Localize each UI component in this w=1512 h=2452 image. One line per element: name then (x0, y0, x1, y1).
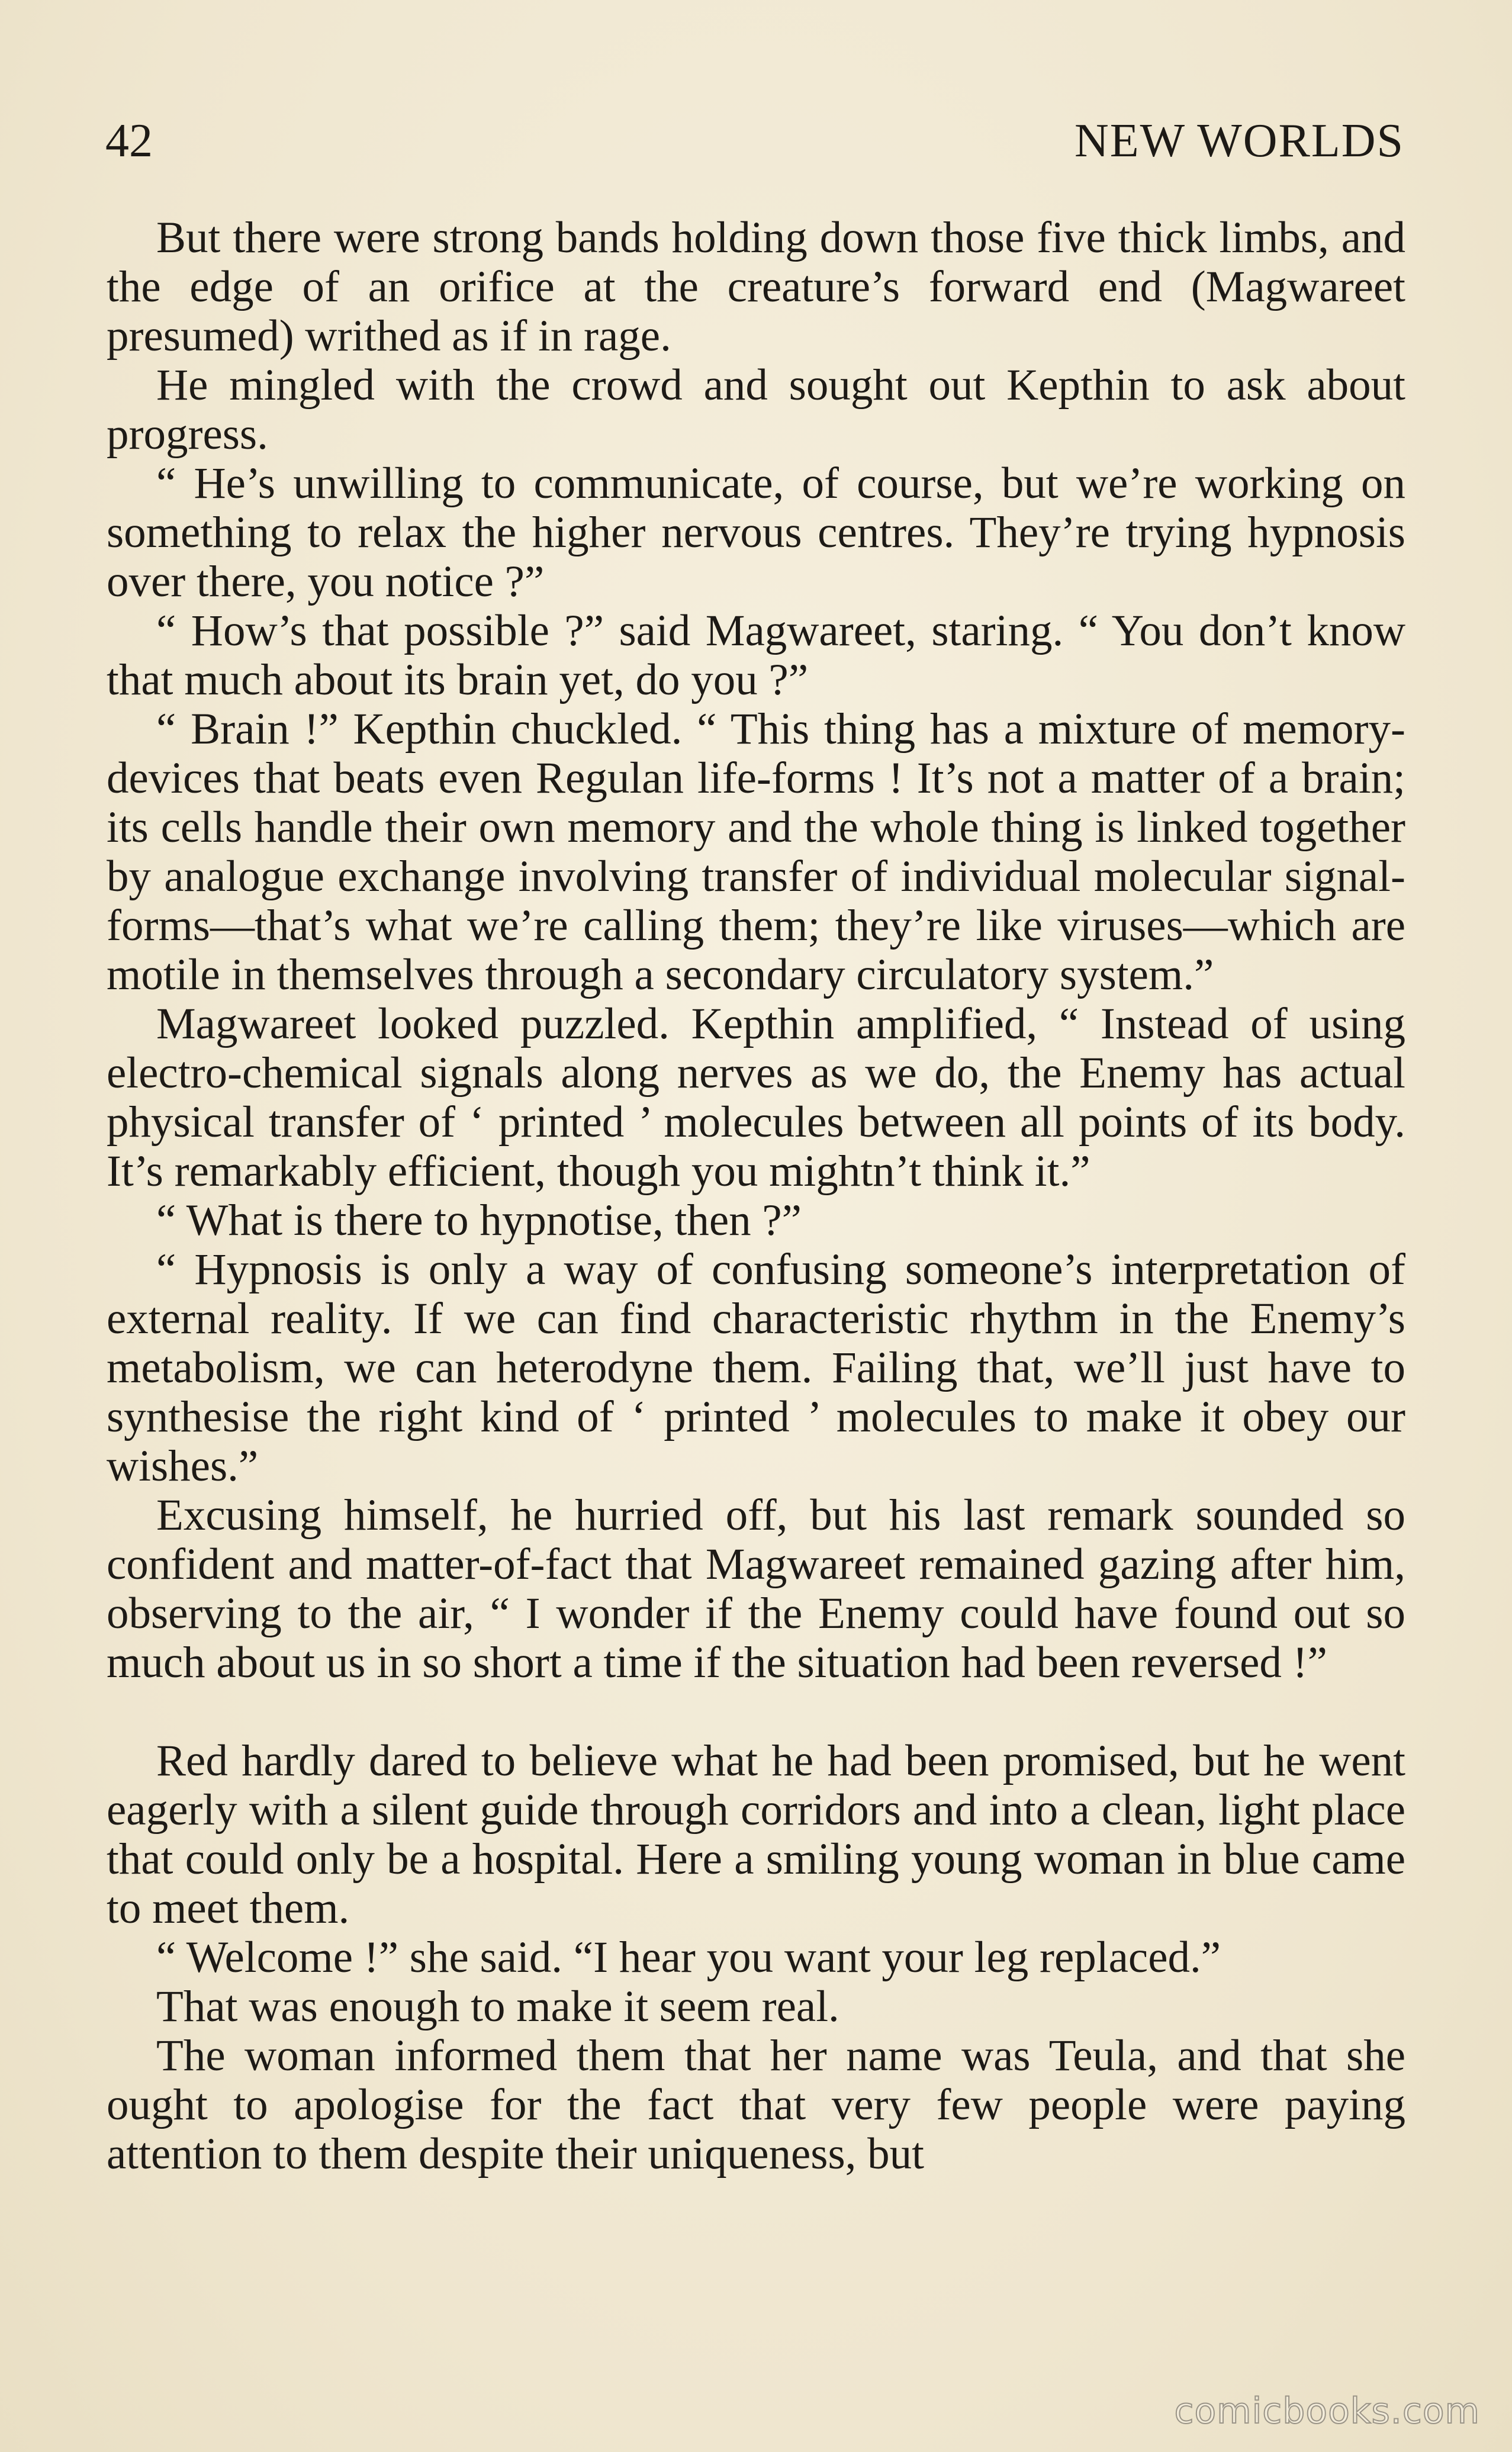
paragraph: “ He’s unwilling to communicate, of course, but we’re working on something to relax the higher nervous centres. They’re trying hypnosis over there, you notice ?” (107, 459, 1405, 606)
page-number: 42 (105, 115, 153, 167)
paragraph: “ What is there to hypnotise, then ?” (156, 1196, 802, 1245)
paragraph: But there were strong bands holding down those five thick limbs, and the edge of an orifice at the creature’s forward end (Magwareet presumed) writhed as if in rage. (107, 213, 1405, 361)
paragraph: “ Brain !” Kepthin chuckled. “ This thing has a mixture of memory-devices that beats even Regulan life-forms ! It’s not a matter of a brain; its cells handle their own memory and the whole thing is linked together by analogue exchange involving transfer of individual molecular signal-forms—that’s what we’re calling them; they’re like viruses—which are motile in themselves through a secondary circulatory system.” (107, 704, 1405, 999)
page-header (105, 111, 1404, 170)
paragraph: “ How’s that possible ?” said Magwareet, staring. “ You don’t know that much about its brain yet, do you ?” (107, 606, 1405, 704)
paragraph: He mingled with the crowd and sought out Kepthin to ask about progress. (107, 361, 1405, 459)
paragraph: That was enough to make it seem real. (156, 1982, 839, 2031)
section-break (107, 1687, 1405, 1736)
paragraph: The woman informed them that her name was Teula, and that she ought to apologise for the fact that very few people were paying attention to them despite their uniqueness, but (107, 2031, 1405, 2179)
paragraph: “ Hypnosis is only a way of confusing someone’s interpretation of external reality. If we can find characteristic rhythm in the Enemy’s metabolism, we can heterodyne them. Failing that, we’ll just have to synthesise the right kind of ‘ printed ’ molecules to make it obey our wishes.” (107, 1245, 1405, 1491)
body-text (107, 213, 1405, 2179)
running-head: NEW WORLDS (1074, 115, 1404, 167)
paragraph: Red hardly dared to believe what he had been promised, but he went eagerly with a silent guide through corridors and into a clean, light place that could only be a hospital. Here a smiling young woman in blue came to meet them. (107, 1736, 1405, 1933)
paragraph: Excusing himself, he hurried off, but his last remark sounded so confident and matter-of-fact that Magwareet remained gazing after him, observing to the air, “ I wonder if the Enemy could have found out so much about us in so short a time if the situation had been reversed !” (107, 1491, 1405, 1687)
paragraph: “ Welcome !” she said. “I hear you want your leg replaced.” (156, 1933, 1221, 1982)
paragraph: Magwareet looked puzzled. Kepthin amplified, “ Instead of using electro-chemical signals along nerves as we do, the Enemy has actual physical transfer of ‘ printed ’ molecules between all points of its body. It’s remarkably efficient, though you mightn’t think it.” (107, 999, 1405, 1196)
watermark: comicbooks.com (1174, 2390, 1480, 2432)
